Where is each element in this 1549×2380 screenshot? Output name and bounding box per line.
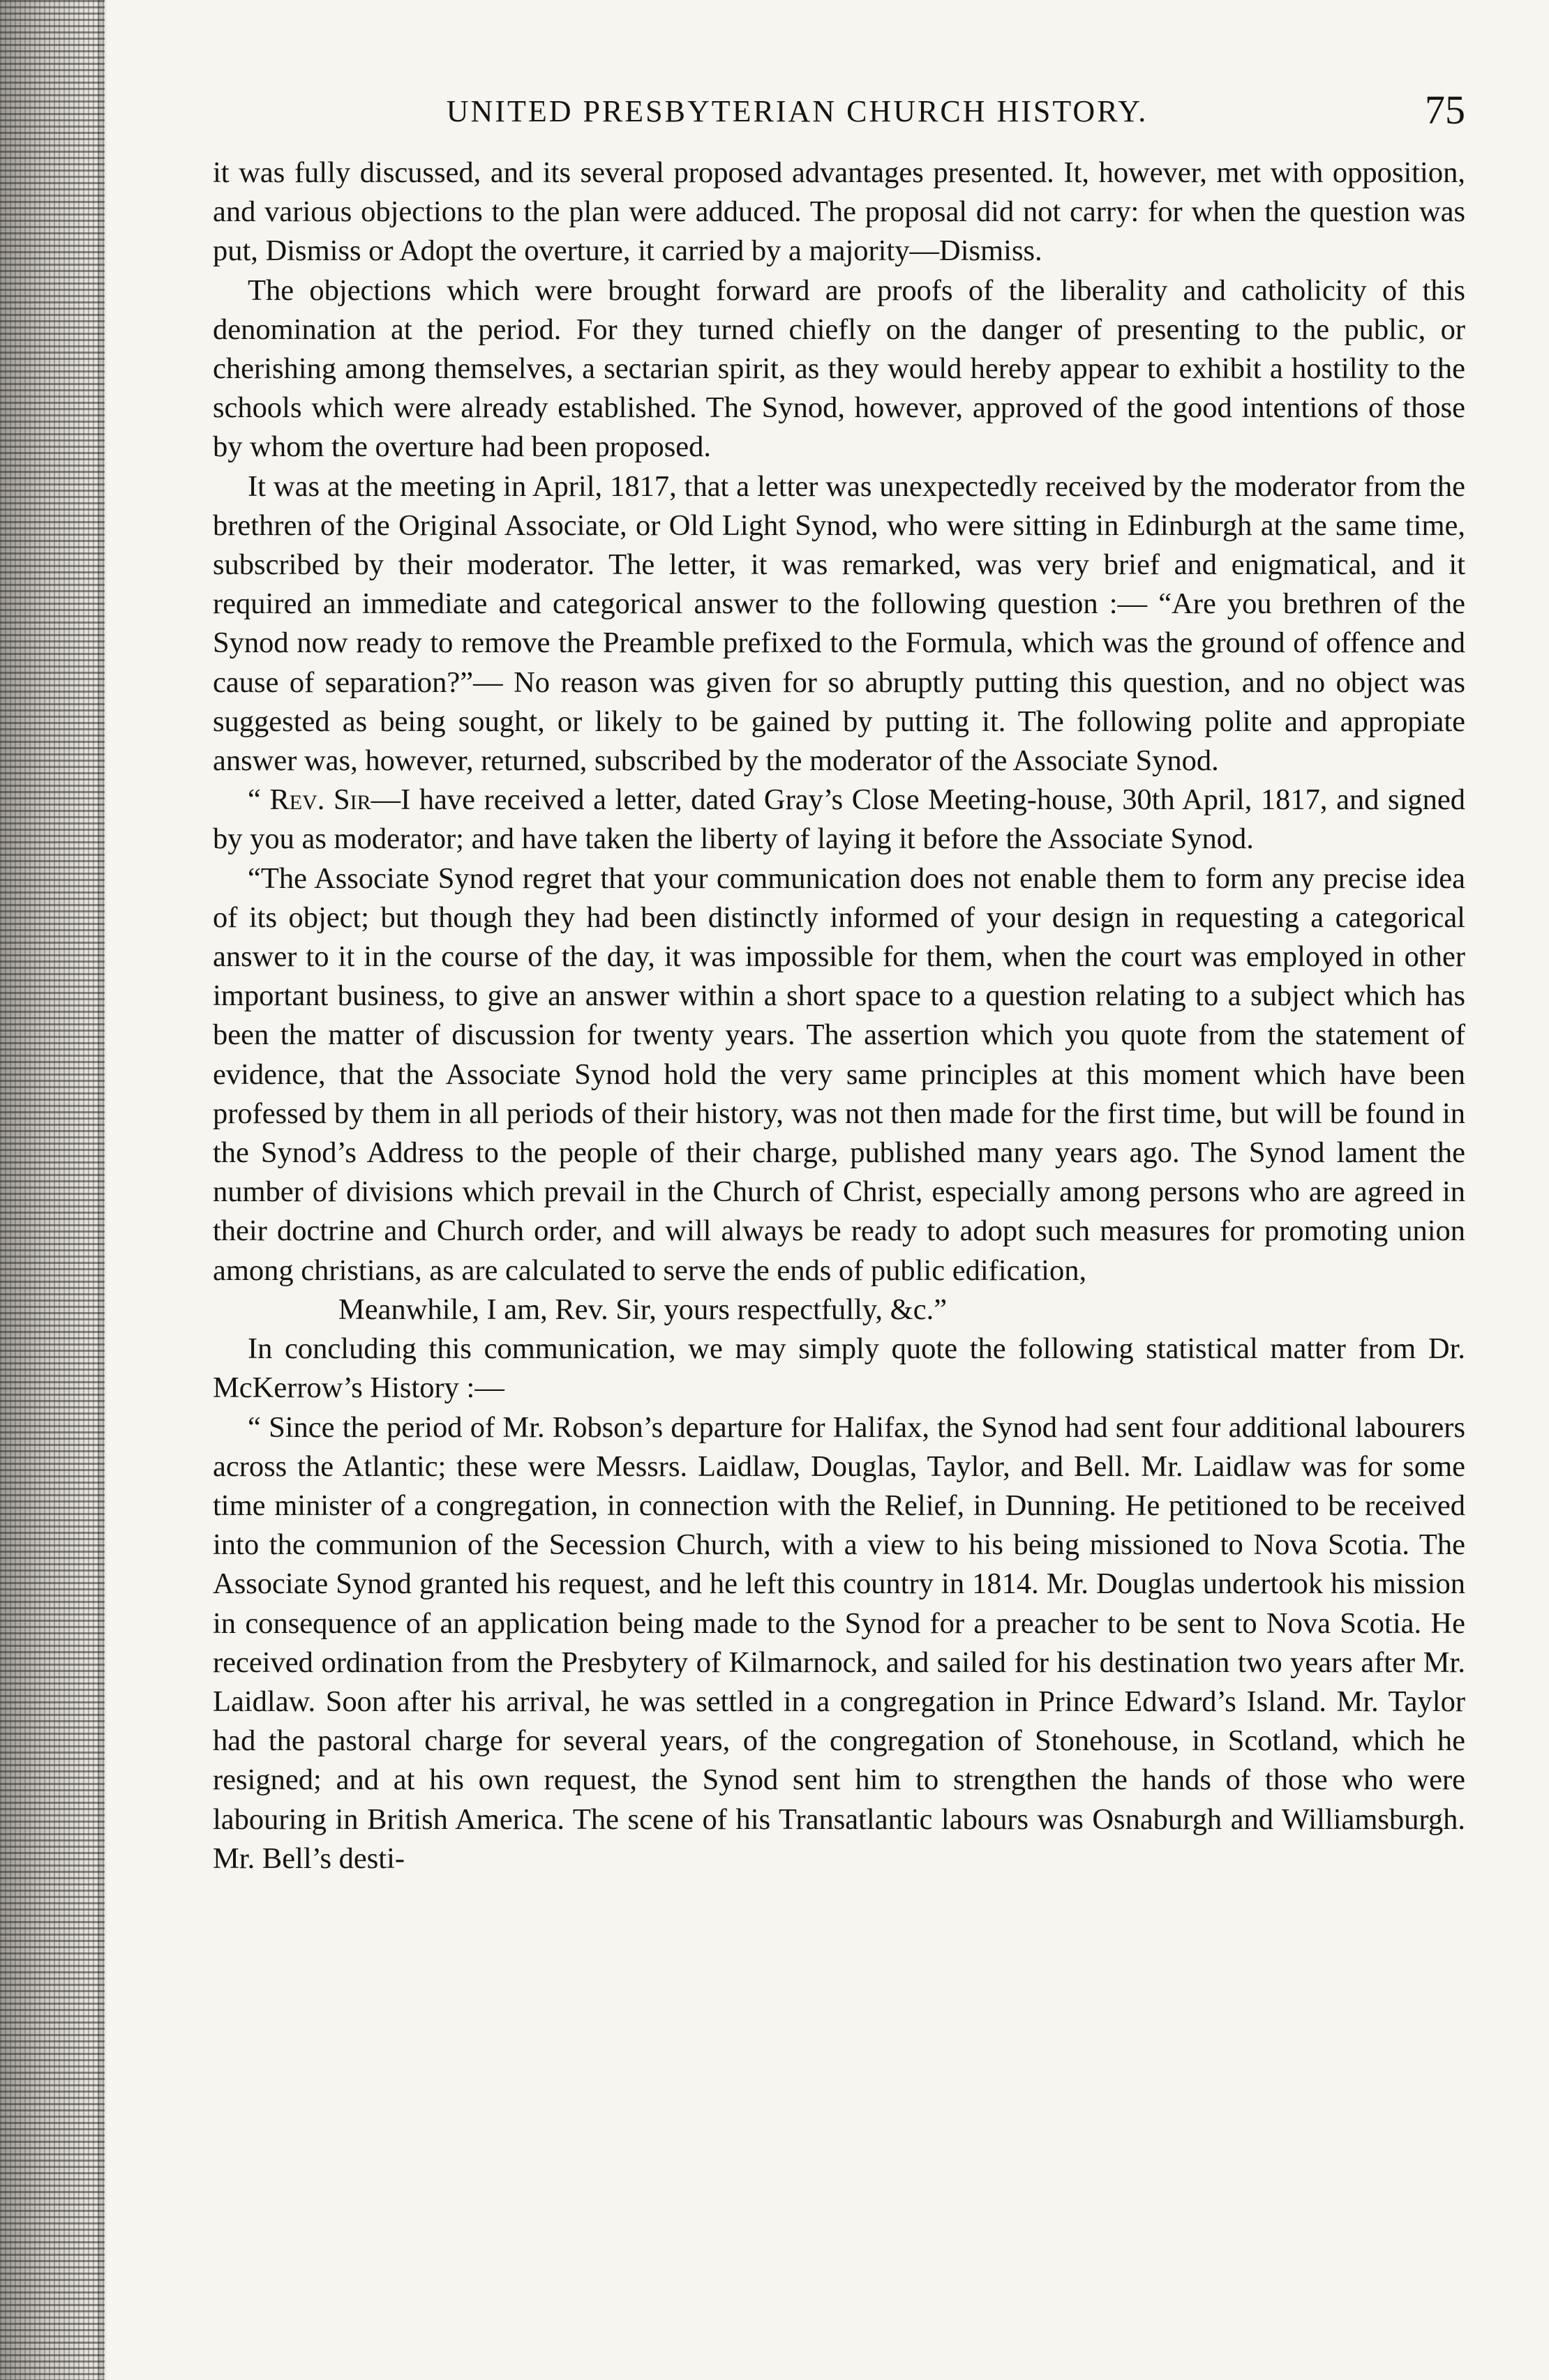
page (213, 84, 1465, 1878)
page-number: 75 (1425, 87, 1465, 133)
paragraph-2: The objections which were brought forward are proofs of the liberality and catholicity of this denomination at the period. For they turned chiefly on the danger of presenting to the public, or cherishing among themselves, a sectarian spirit, as they would hereby appear to exhibit a hostility to the schools which were already established. The Synod, however, approved of the good intentions of those by whom the overture had been proposed. (213, 273, 1465, 464)
quote-open: “ (248, 783, 270, 817)
paragraph-7: In concluding this communication, we may simply quote the following statistical matter from Dr. McKerrow’s History :— (213, 1332, 1465, 1405)
gutter-edge (98, 0, 107, 2380)
running-head-title: UNITED PRESBYTERIAN CHURCH HISTORY. (446, 94, 1148, 128)
paragraph-5: “The Associate Synod regret that your communication does not enable them to form any precise idea of its object; but though they had been distinctly informed of your design in requesting a categorical answer to it in the course of the day, it was impossible for them, when the court was employed in other important business, to give an answer within a short space to a question relating to a subject which has been the matter of discussion for twenty years. The assertion which you quote from the statement of evidence, that the Associate Synod hold the very same principles at this moment which have been professed by them in all periods of their history, was not then made for the first time, but will be found in the Synod’s Address to the people of their charge, published many years ago. The Synod lament the number of divisions which prevail in the Church of Christ, especially among persons who are agreed in their doctrine and Church order, and will always be ready to adopt such measures for promoting union among christians, as are calculated to serve the ends of public edification, (213, 861, 1465, 1287)
running-head (213, 84, 1465, 153)
paragraph-3: It was at the meeting in April, 1817, that a letter was unexpectedly received by the moderator from the brethren of the Original Associate, or Old Light Synod, who were sitting in Edinburgh at the same time, subscribed by their moderator. The letter, it was remarked, was very brief and enigmatical, and it required an immediate and categorical answer to the following question :— “Are you brethren of the Synod now ready to remove the Preamble prefixed to the Formula, which was the ground of offence and cause of separation?”— No reason was given for so abruptly putting this question, and no object was suggested as being sought, or likely to be gained by putting it. The following polite and appropiate answer was, however, returned, subscribed by the moderator of the Associate Synod. (213, 469, 1465, 778)
paragraph-8: “ Since the period of Mr. Robson’s departure for Halifax, the Synod had sent four additional labourers across the Atlantic; these were Messrs. Laidlaw, Douglas, Taylor, and Bell. Mr. Laidlaw was for some time minister of a congregation, in connection with the Relief, in Dunning. He petitioned to be received into the communion of the Secession Church, with a view to his being missioned to Nova Scotia. The Associate Synod granted his request, and he left this country in 1814. Mr. Douglas undertook his mission in consequence of an application being made to the Synod for a preacher to be sent to Nova Scotia. He received ordination from the Presbytery of Kilmarnock, and sailed for his destination two years after Mr. Laidlaw. Soon after his arrival, he was settled in a congregation in Prince Edward’s Island. Mr. Taylor had the pastoral charge for several years, of the congregation of Stonehouse, in Scotland, which he resigned; and at his own request, the Synod sent him to strengthen the hands of those who were labouring in British America. The scene of his Transatlantic labours was Osnaburgh and Williamsburgh. Mr. Bell’s desti- (213, 1410, 1465, 1875)
letter-closing: Meanwhile, I am, Rev. Sir, yours respectfully, &c.” (338, 1293, 948, 1326)
body-text (213, 153, 1465, 1878)
paragraph-1: it was fully discussed, and its several proposed advantages presented. It, however, met with opposition, and various objections to the plan were adduced. The proposal did not carry: for when the question was put, Dismiss or Adopt the overture, it carried by a majority—Dismiss. (213, 156, 1465, 268)
salutation: Rev. Sir (269, 783, 371, 817)
paragraph-4 (213, 781, 1465, 859)
paragraph-4-text: —I have received a letter, dated Gray’s Close Meeting-house, 30th April, 1817, and signed by you as moderator; and have taken the liberty of laying it before the Associate Synod. (213, 783, 1465, 856)
book-gutter-shadow (0, 0, 105, 2380)
